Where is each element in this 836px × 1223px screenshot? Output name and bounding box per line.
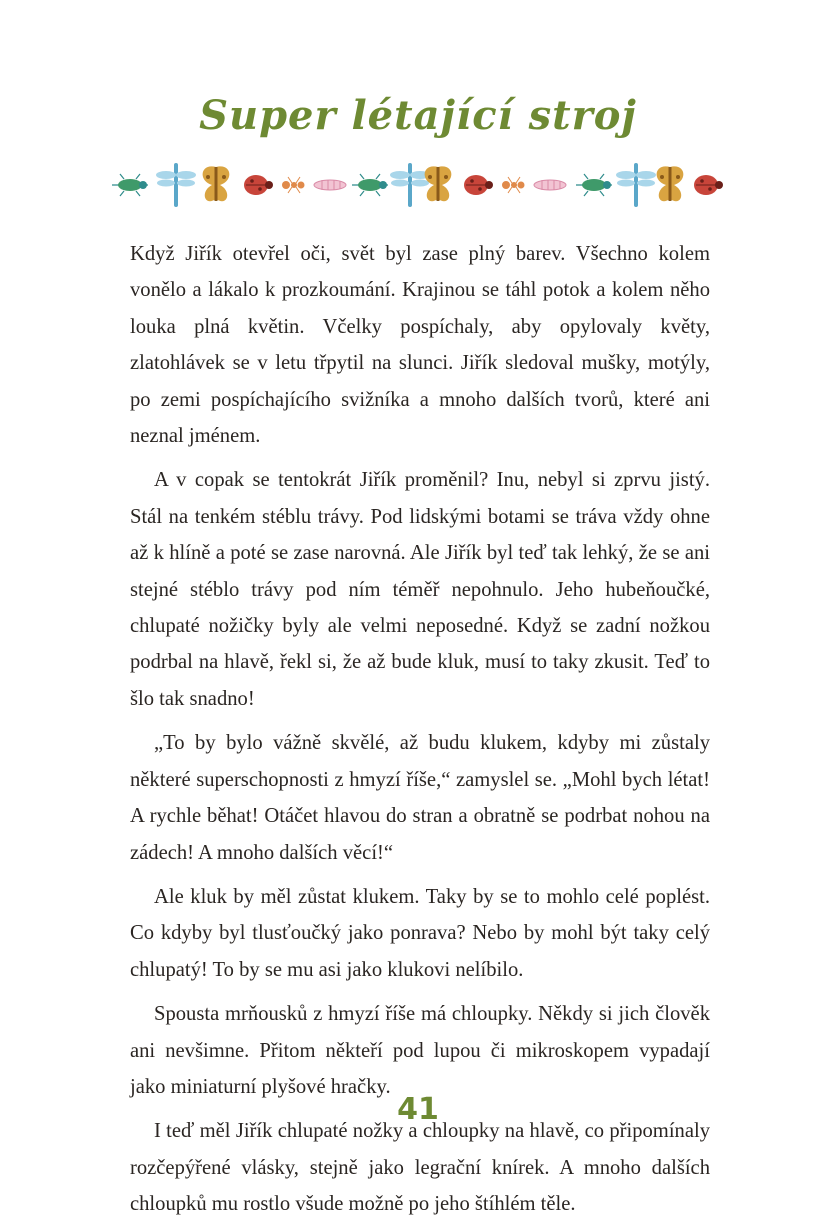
paragraph: I teď měl Jiřík chlupaté nožky a chloupky na hlavě, co připomínaly rozčepýřené vlásky, stejně jako legrační knírek. A mnoho dalších chloupků mu rostlo všude možně po jeho štíhlém těle. xyxy=(130,1120,710,1216)
moth-icon xyxy=(203,166,230,201)
dragonfly-icon xyxy=(156,163,196,207)
dragonfly-icon xyxy=(616,163,656,207)
beetle-icon xyxy=(112,174,148,196)
ladybug-icon xyxy=(244,175,273,195)
larva-icon xyxy=(534,180,566,190)
ant-icon xyxy=(502,177,525,193)
ladybug-icon xyxy=(464,175,493,195)
beetle-icon xyxy=(352,174,388,196)
paragraph: Spousta mrňousků z hmyzí říše má chloupky. Někdy si jich člověk ani nevšimne. Přitom někteří pod lupou či mikroskopem vypadají jako miniaturní plyšové hračky. xyxy=(130,1003,710,1098)
paragraph: Když Jiřík otevřel oči, svět byl zase plný barev. Všechno kolem vonělo a lákalo k prozkoumání. Krajinou se táhl potok a kolem něho louka plná květin. Včelky pospíchaly, aby opylovaly květy, zlatohlávek se v letu třpytil na slunci. Jiřík sledoval mušky, motýly, po zemi pospíchajícího svižníka a mnoho dalších tvorů, které ani neznal jménem. xyxy=(130,243,710,448)
insect-ornament-row xyxy=(108,156,728,214)
ladybug-icon xyxy=(694,175,723,195)
chapter-title: Super létající stroj xyxy=(199,92,637,139)
moth-icon xyxy=(657,166,684,201)
ant-icon xyxy=(282,177,305,193)
larva-icon xyxy=(314,180,346,190)
page-number: 41 xyxy=(397,1092,439,1127)
chapter-body xyxy=(130,236,710,1223)
paragraph: A v copak se tentokrát Jiřík proměnil? Inu, nebyl si zprvu jistý. Stál na tenkém stéblu trávy. Pod lidskými botami se tráva vždy ohne až k hlíně a poté se zase narovná. Ale Jiřík byl teď tak lehký, že se ani stejné stéblo trávy pod ním téměř nepohnulo. Jeho hubeňoučké, chlupaté nožičky byly ale velmi neposedné. Když se zadní nožkou podrbal na hlavě, řekl si, že až bude kluk, musí to taky zkusit. Teď to šlo tak snadno! xyxy=(130,469,710,710)
paragraph: Ale kluk by měl zůstat klukem. Taky by se to mohlo celé poplést. Co kdyby byl tlusťoučký jako ponrava? Nebo by mohl být taky celý chlupatý! To by se mu asi jako klukovi nelíbilo. xyxy=(130,885,710,981)
dragonfly-icon xyxy=(390,163,430,207)
beetle-icon xyxy=(576,174,612,196)
paragraph: „To by bylo vážně skvělé, až budu klukem, kdyby mi zůstaly některé superschopnosti z hmyzí říše,“ zamyslel se. „Mohl bych létat! A rychle běhat! Otáčet hlavou do stran a obratně se podrbat nohou na zádech! A mnoho dalších věcí!“ xyxy=(130,732,710,864)
